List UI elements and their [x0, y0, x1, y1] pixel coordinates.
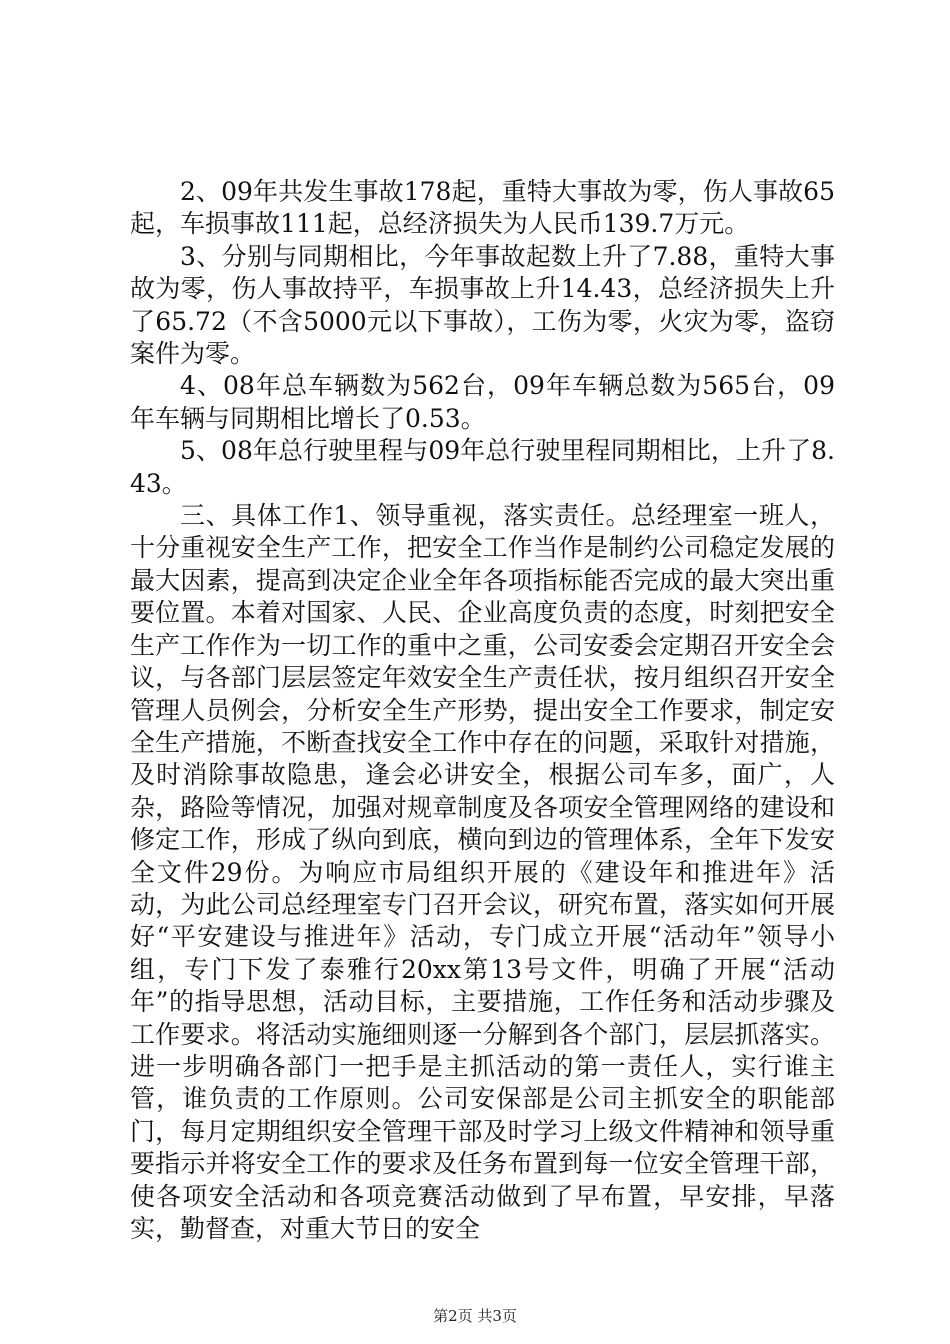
paragraph-accident-count: 2、09年共发生事故178起，重特大事故为零，伤人事故65起，车损事故111起，总经济损失为人民币139.7万元。 [130, 177, 835, 239]
document-body [130, 176, 835, 1245]
paragraph-mileage: 5、08年总行驶里程与09年总行驶里程同期相比，上升了8.43。 [130, 436, 835, 498]
page-footer: 第2页 共3页 [433, 1307, 517, 1325]
paragraph-vehicle-count: 4、08年总车辆数为562台，09年车辆总数为565台，09年车辆与同期相比增长了0.53。 [130, 371, 835, 433]
paragraph-specific-work: 三、具体工作1、领导重视，落实责任。总经理室一班人，十分重视安全生产工作，把安全工作当作是制约公司稳定发展的最大因素，提高到决定企业全年各项指标能否完成的最大突出重要位置。本着对国家、人民、企业高度负责的态度，时刻把安全生产工作作为一切工作的重中之重，公司安委会定期召开安全会议，与各部门层层签定年效安全生产责任状，按月组织召开安全管理人员例会，分析安全生产形势，提出安全工作要求，制定安全生产措施，不断查找安全工作中存在的问题，采取针对措施，及时消除事故隐患，逢会必讲安全，根据公司车多，面广，人杂，路险等情况，加强对规章制度及各项安全管理网络的建设和修定工作，形成了纵向到底，横向到边的管理体系，全年下发安全文件29份。为响应市局组织开展的《建设年和推进年》活动，为此公司总经理室专门召开会议，研究布置，落实如何开展好“平安建设与推进年》活动，专门成立开展“活动年”领导小组，专门下发了泰雅行20xx第13号文件，明确了开展“活动年”的指导思想，活动目标，主要措施，工作任务和活动步骤及工作要求。将活动实施细则逐一分解到各个部门，层层抓落实。进一步明确各部门一把手是主抓活动的第一责任人，实行谁主管，谁负责的工作原则。公司安保部是公司主抓安全的职能部门，每月定期组织安全管理干部及时学习上级文件精神和领导重要指示并将安全工作的要求及任务布置到每一位安全管理干部，使各项安全活动和各项竞赛活动做到了早布置，早安排，早落实，勤督查，对重大节日的安全 [130, 501, 835, 1243]
paragraph-yoy-comparison: 3、分别与同期相比，今年事故起数上升了7.88，重特大事故为零，伤人事故持平，车损事故上升14.43，总经济损失上升了65.72（不含5000元以下事故），工伤为零，火灾为零，盗窃案件为零。 [130, 241, 835, 369]
